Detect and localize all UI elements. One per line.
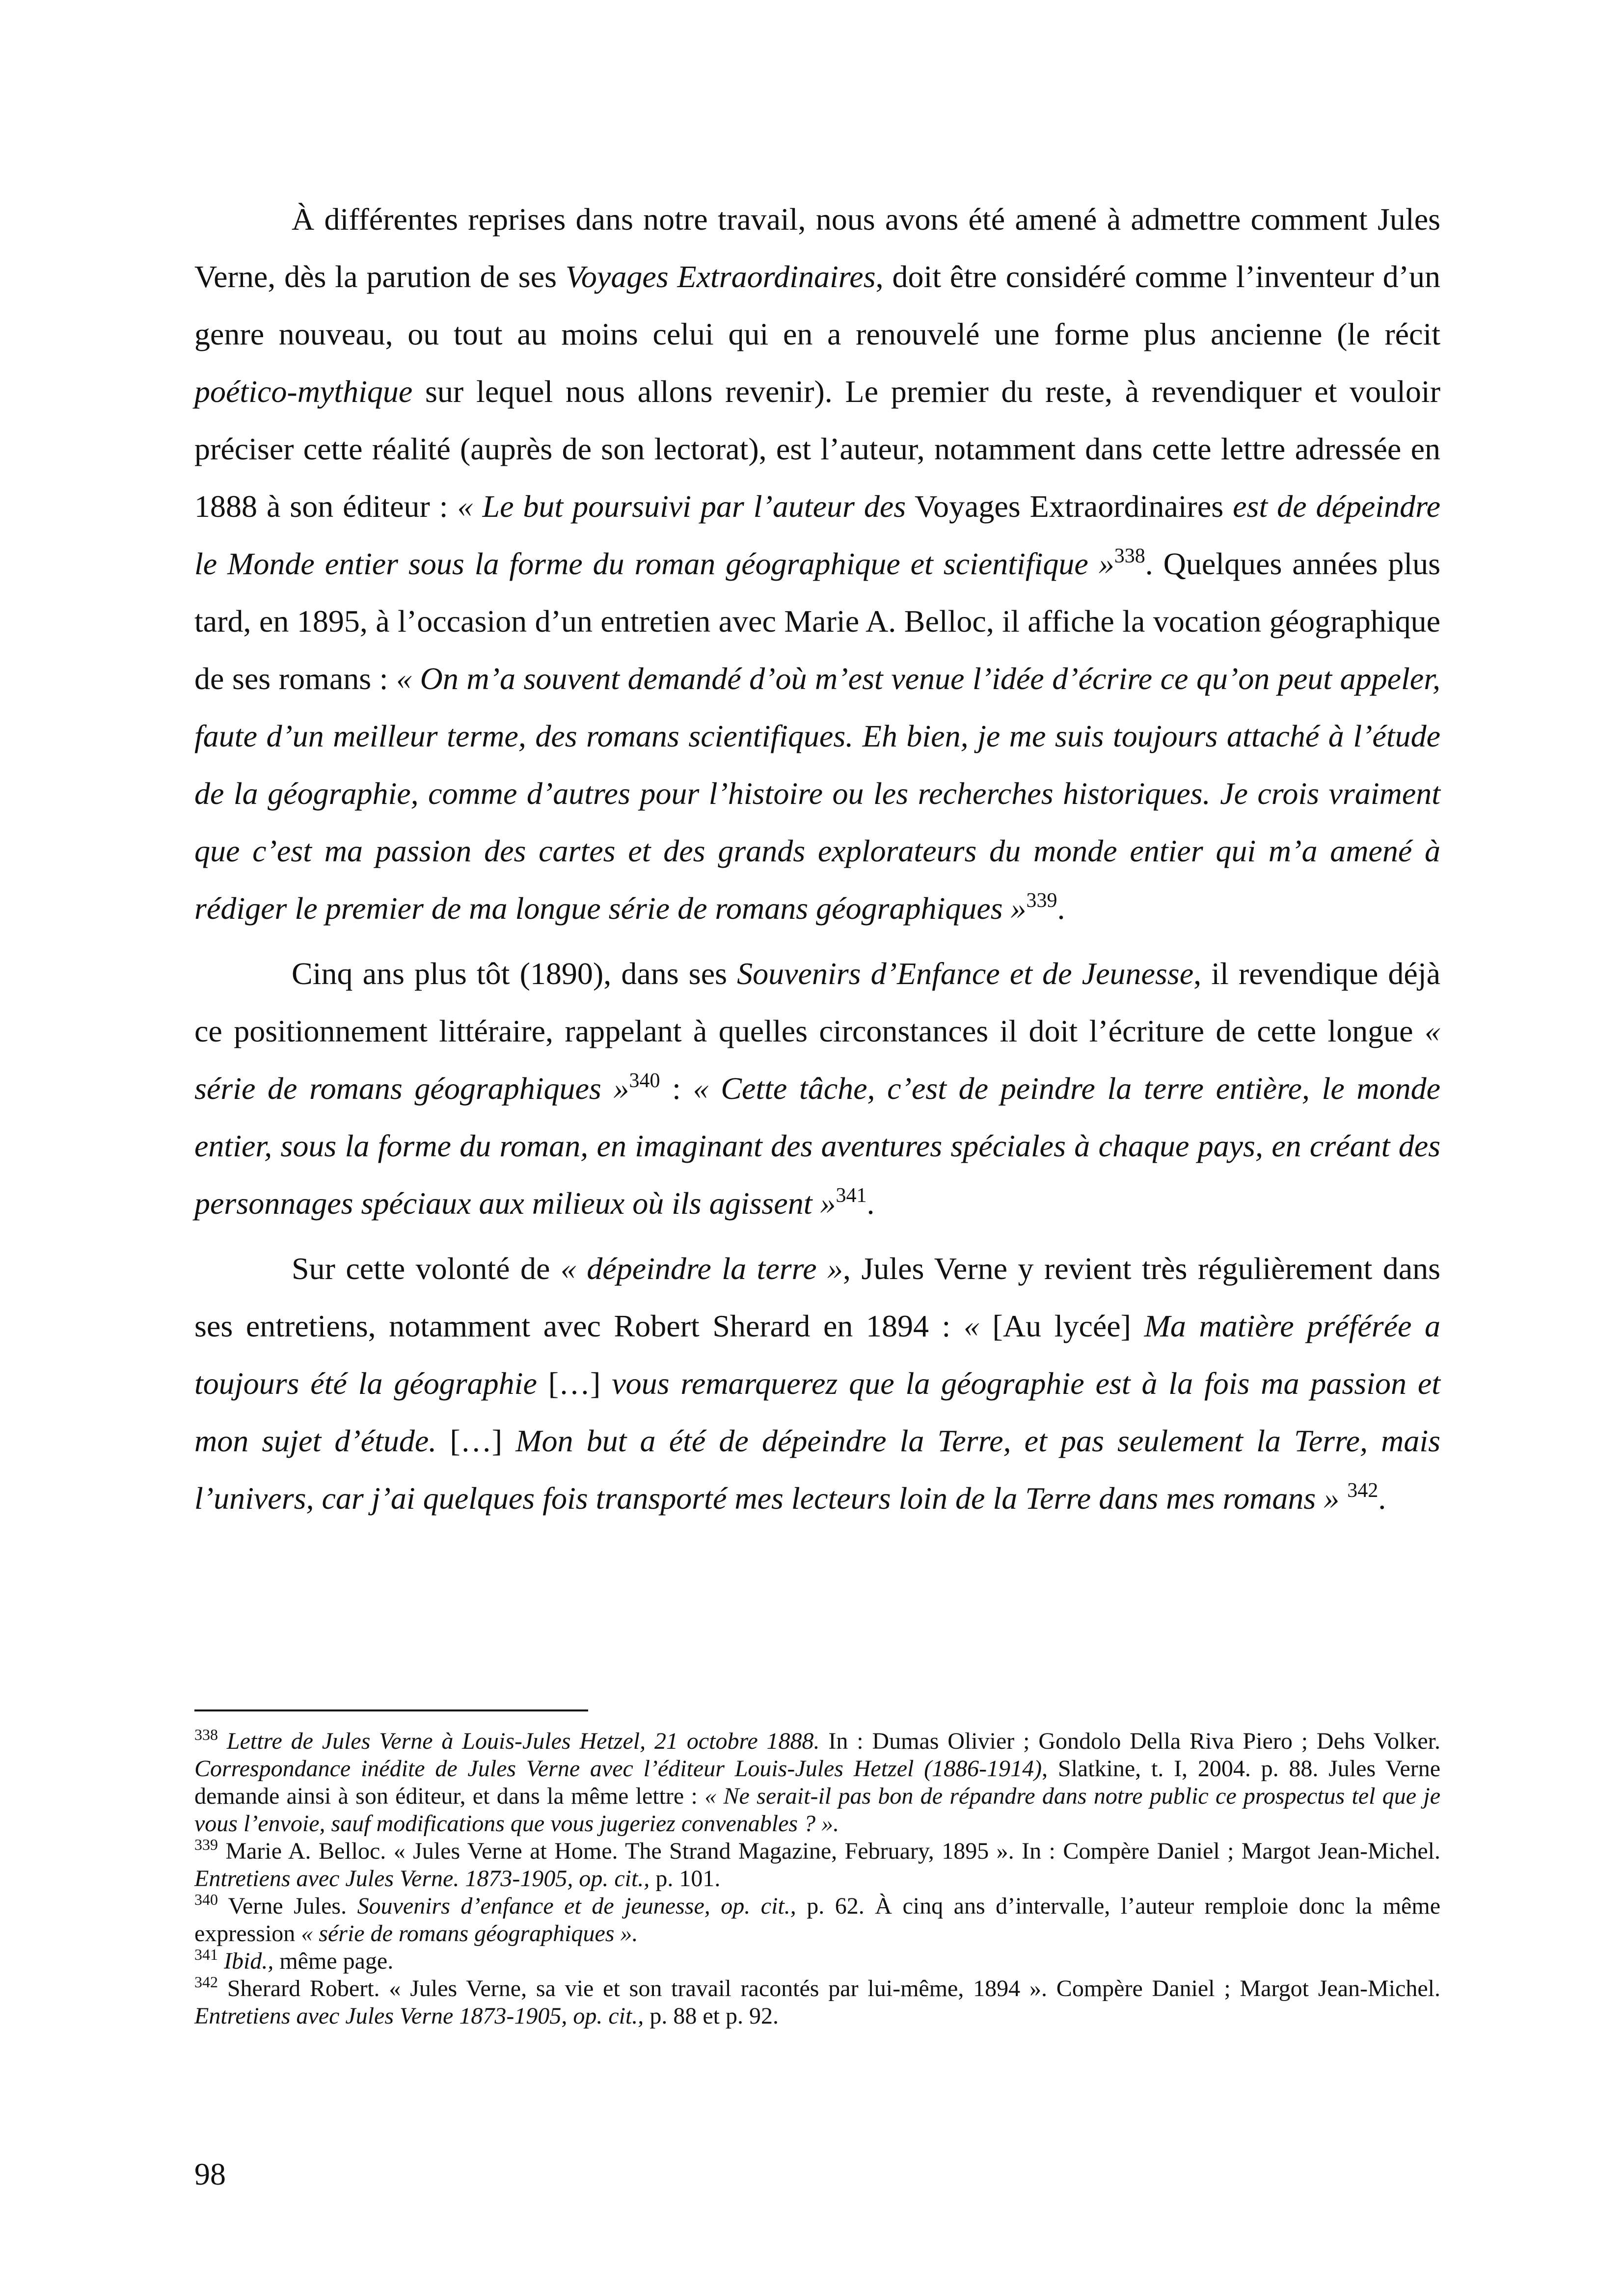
italic-text: Voyages Extraordinaires [565, 259, 876, 294]
footnote-ref: 338 [194, 1726, 218, 1743]
text-run: [Au lycée] [979, 1308, 1144, 1343]
italic-text: « série de romans géographiques ». [301, 1921, 638, 1947]
text-run: Sur cette volonté de [292, 1251, 561, 1286]
text-run: Verne Jules. [218, 1893, 357, 1919]
italic-text: est de dépeindre le Monde entier sous la forme du roman géographique et scientifique » [194, 489, 1441, 581]
text-run: : [660, 1071, 693, 1106]
italic-text: « Cette tâche, c’est de peindre la terre entière, le monde entier, sous la forme du roman, en imaginant des aventures spéciales à chaque pays, en créant des personnages spéciaux aux milieux où ils agissent » [194, 1071, 1441, 1221]
footnote-ref: 342 [194, 1973, 218, 1991]
italic-text: Correspondance inédite de Jules Verne avec l’éditeur Louis-Jules Hetzel (1886-1914) [194, 1756, 1042, 1782]
paragraph [194, 190, 1440, 937]
italic-text: « [963, 1308, 979, 1343]
italic-text: Souvenirs d’Enfance et de Jeunesse [737, 956, 1194, 991]
footnote-ref: 341 [836, 1184, 867, 1207]
text-run: . [1057, 891, 1065, 926]
page-number: 98 [194, 2157, 226, 2191]
text-run: Voyages Extraordinaires [906, 489, 1233, 524]
text-run [218, 1728, 227, 1754]
italic-text: « Le but poursuivi par l’auteur des [457, 489, 906, 524]
footnote-342 [194, 1975, 1440, 2030]
italic-text: Entretiens avec Jules Verne. 1873-1905, op. cit., [194, 1866, 650, 1892]
italic-text: Ma matière préférée a toujours été la géographie [194, 1308, 1441, 1401]
paragraph [194, 945, 1440, 1232]
text-run [1339, 1481, 1347, 1516]
text-run: […] [436, 1423, 516, 1458]
text-run: , Slatkine, t. I, 2004. p. 88. Jules Verne demande ainsi à son éditeur, et dans la même lettre : [194, 1756, 1440, 1809]
text-run: p. 62. À cinq ans d’intervalle, l’auteur remploie donc la même expression [194, 1893, 1440, 1947]
footnote-separator [194, 1709, 588, 1711]
text-run: Marie A. Belloc. « Jules Verne at Home. The Strand Magazine, February, 1895 ». In : Compère Daniel ; Margot Jean-Michel. [218, 1838, 1440, 1864]
text-run: , il revendique déjà ce positionnement littéraire, rappelant à quelles circonstances il doit l’écriture de cette longue [194, 956, 1441, 1048]
italic-text: Ibid., [224, 1948, 274, 1974]
italic-text: Lettre de Jules Verne à Louis-Jules Hetzel, 21 octobre 1888. [226, 1728, 820, 1754]
text-run: . [866, 1186, 875, 1221]
text-run: . Quelques années plus tard, en 1895, à l’occasion d’un entretien avec Marie A. Belloc, il affiche la vocation géographique de ses romans : [194, 546, 1440, 696]
footnote-338 [194, 1728, 1440, 1838]
text-run: . [1378, 1481, 1386, 1516]
italic-text: Entretiens avec Jules Verne 1873-1905, op. cit., [194, 2003, 644, 2029]
text-run: Sherard Robert. « Jules Verne, sa vie et son travail racontés par lui-même, 1894 ». Compère Daniel ; Margot Jean-Michel. [218, 1976, 1440, 2002]
footnote-ref: 340 [629, 1069, 660, 1092]
text-run: […] [537, 1366, 612, 1401]
body-text [194, 190, 1440, 1535]
footnote-ref: 339 [194, 1836, 218, 1853]
text-run: p. 101. [649, 1866, 721, 1892]
footnote-339 [194, 1838, 1440, 1893]
text-run: In : Dumas Olivier ; Gondolo Della Riva Piero ; Dehs Volker. [819, 1728, 1441, 1754]
text-run: sur lequel nous allons revenir). Le premier du reste, à revendiquer et vouloir préciser cette réalité (auprès de son lectorat), est l’auteur, notamment dans cette lettre adressée en 1888 à son éditeur : [194, 374, 1440, 524]
text-run: p. 88 et p. 92. [644, 2003, 779, 2029]
footnote-ref: 341 [194, 1946, 218, 1963]
footnote-ref: 338 [1114, 545, 1145, 567]
footnote-ref: 342 [1347, 1479, 1379, 1502]
italic-text: « dépeindre la terre » [560, 1251, 843, 1286]
text-run: même page. [273, 1948, 394, 1974]
text-run [218, 1948, 224, 1974]
footnote-ref: 339 [1026, 889, 1057, 912]
footnote-341 [194, 1948, 1440, 1975]
footnotes [194, 1728, 1440, 2030]
italic-text: « On m’a souvent demandé d’où m’est venue l’idée d’écrire ce qu’on peut appeler, faute d’un meilleur terme, des romans scientifiques. Eh bien, je me suis toujours attaché à l’étude de la géographie, comme d’autres pour l’histoire ou les recherches historiques. Je crois vraiment que c’est ma passion des cartes et des grands explorateurs du monde entier qui m’a amené à rédiger le premier de ma longue série de romans géographiques » [194, 661, 1441, 926]
italic-text: poético-mythique [194, 374, 413, 409]
italic-text: Souvenirs d’enfance et de jeunesse, op. cit., [357, 1893, 796, 1919]
footnote-340 [194, 1893, 1440, 1948]
text-run: , doit être considéré comme l’inventeur d’un genre nouveau, ou tout au moins celui qui en a renouvelé une forme plus ancienne (le récit [194, 259, 1441, 351]
italic-text: vous remarquerez que la géographie est à la fois ma passion et mon sujet d’étude. [194, 1366, 1441, 1458]
paragraph [194, 1240, 1440, 1527]
italic-text: Mon but a été de dépeindre la Terre, et pas seulement la Terre, mais l’univers, car j’ai quelques fois transporté mes lecteurs loin de la Terre dans mes romans » [194, 1423, 1441, 1516]
footnote-ref: 340 [194, 1891, 218, 1908]
italic-text: « Ne serait-il pas bon de répandre dans notre public ce prospectus tel que je vous l’envoie, sauf modifications que vous jugeriez convenables ? ». [194, 1783, 1441, 1837]
italic-text: « série de romans géographiques » [194, 1014, 1440, 1106]
text-run: , Jules Verne y revient très régulièrement dans ses entretiens, notamment avec Robert Sherard en 1894 : [194, 1251, 1441, 1343]
text-run: Cinq ans plus tôt (1890), dans ses [292, 956, 737, 991]
text-run: À différentes reprises dans notre travail, nous avons été amené à admettre comment Jules Verne, dès la parution de ses [194, 202, 1440, 294]
